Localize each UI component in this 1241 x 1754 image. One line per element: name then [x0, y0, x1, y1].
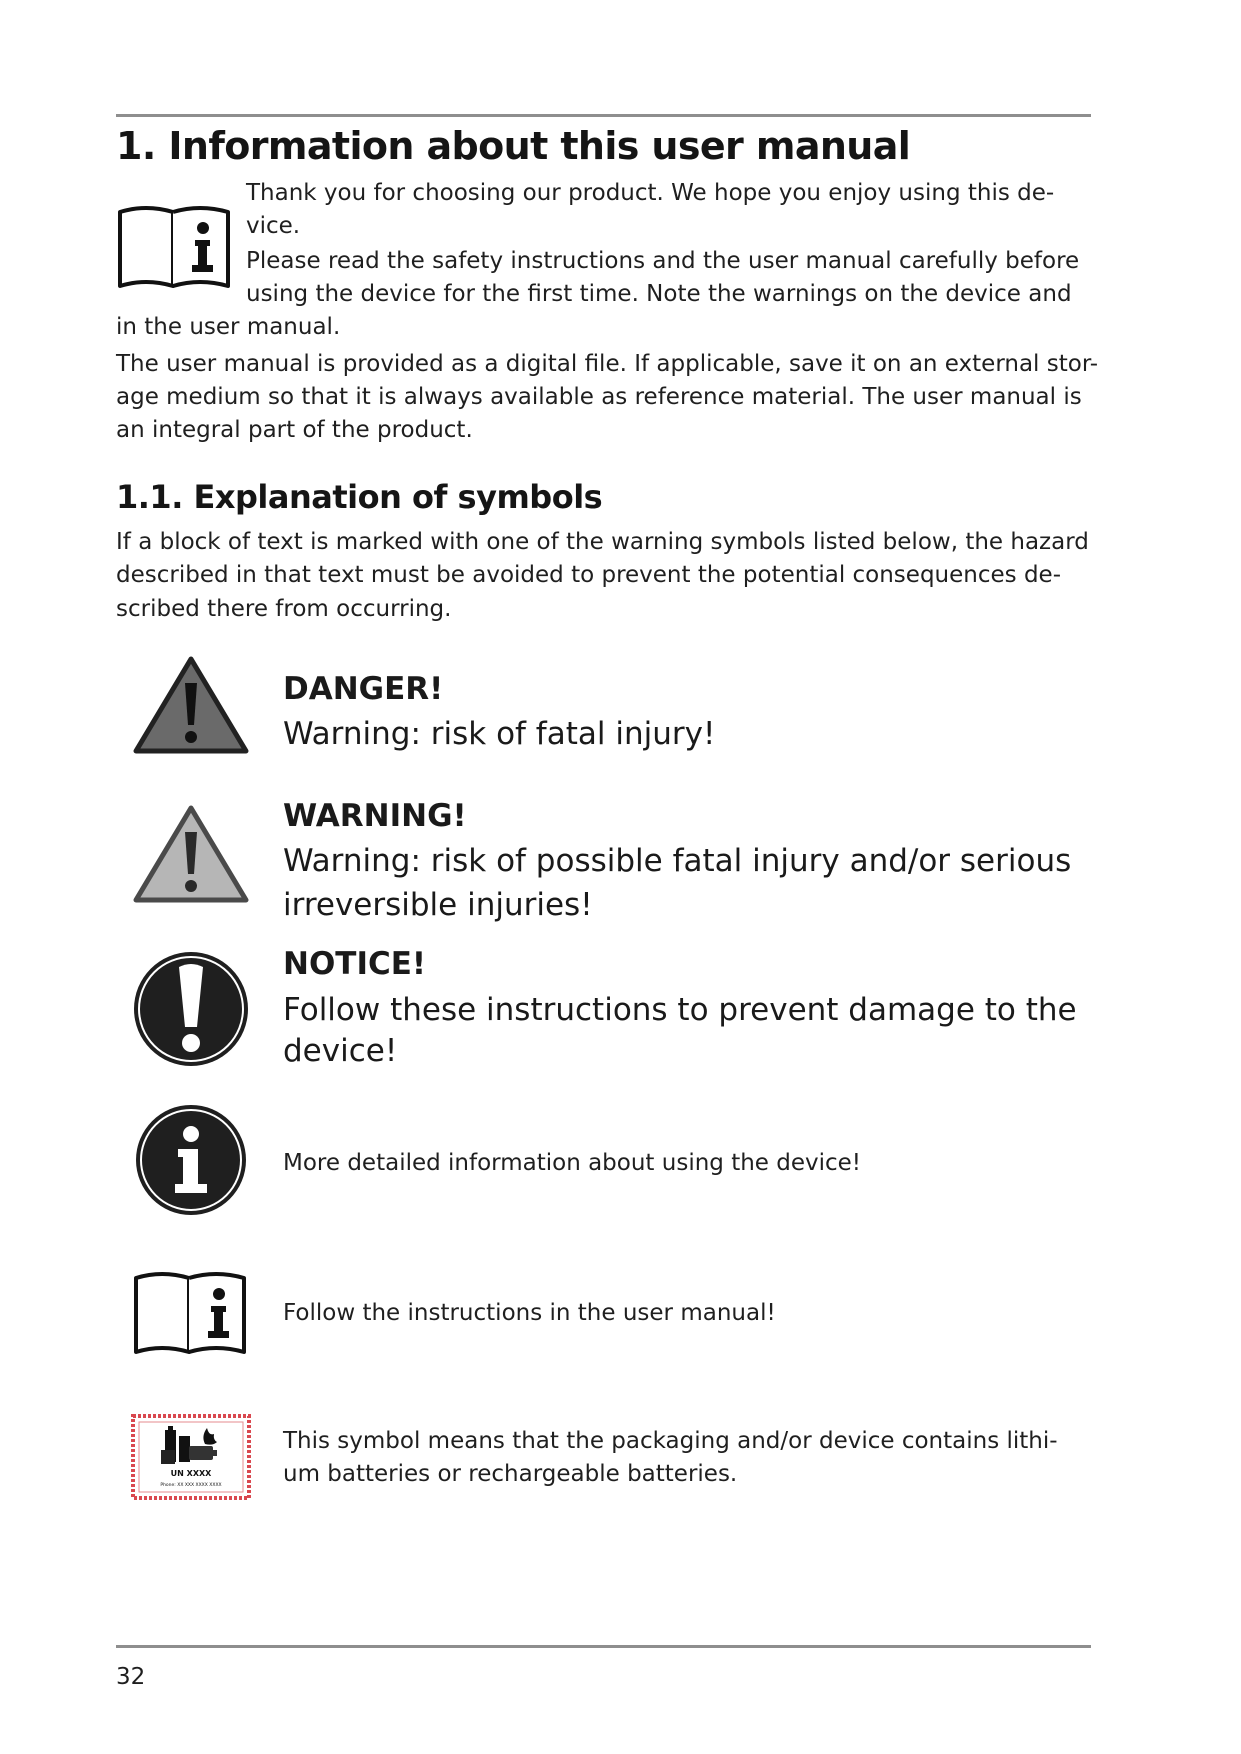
section-number: 1.: [116, 124, 156, 168]
section-paragraph-line: age medium so that it is always available as reference material. The user manual is: [116, 384, 1082, 410]
top-divider: [116, 114, 1091, 117]
section-title: Information about this user manual: [168, 124, 911, 168]
section-intro-line: Please read the safety instructions and the user manual carefully before: [246, 248, 1080, 274]
notice-text: Follow these instructions to prevent damage to the: [283, 992, 1077, 1028]
info-text: More detailed information about using the device!: [283, 1150, 862, 1176]
bottom-divider: [116, 1645, 1091, 1648]
section-intro-line: vice.: [246, 213, 301, 239]
danger-triangle-icon: [132, 655, 250, 755]
manual-text: Follow the instructions in the user manual!: [283, 1300, 776, 1326]
battery-label-un: UN XXXX: [170, 1469, 212, 1478]
warning-text: Warning: risk of possible fatal injury and/or serious: [283, 843, 1072, 879]
warning-text: irreversible injuries!: [283, 887, 593, 923]
page-number: 32: [116, 1664, 146, 1690]
section-intro-line: using the device for the first time. Note the warnings on the device and: [246, 281, 1072, 307]
subsection-intro-line: described in that text must be avoided to prevent the potential consequences de-: [116, 562, 1061, 588]
notice-title: NOTICE!: [283, 946, 427, 982]
danger-text: Warning: risk of fatal injury!: [283, 716, 716, 752]
manual-book-icon: [132, 1268, 250, 1358]
subsection-intro-line: If a block of text is marked with one of the warning symbols listed below, the hazard: [116, 529, 1089, 555]
section-intro-line: in the user manual.: [116, 314, 341, 340]
subsection-title: Explanation of symbols: [193, 478, 603, 516]
battery-text: This symbol means that the packaging and/or device contains lithi-: [283, 1428, 1058, 1454]
section-heading: [116, 124, 910, 168]
section-intro-line: Thank you for choosing our product. We hope you enjoy using this de-: [246, 180, 1055, 206]
subsection-intro-line: scribed there from occurring.: [116, 596, 452, 622]
section-paragraph-line: The user manual is provided as a digital file. If applicable, save it on an external stor-: [116, 351, 1099, 377]
manual-book-icon: [116, 202, 234, 292]
lithium-battery-label-icon: [131, 1414, 251, 1500]
warning-triangle-icon: [132, 804, 250, 904]
subsection-number: 1.1.: [116, 478, 183, 516]
battery-text: um batteries or rechargeable batteries.: [283, 1461, 738, 1487]
notice-text: device!: [283, 1033, 398, 1069]
section-paragraph-line: an integral part of the product.: [116, 417, 473, 443]
battery-label-phone: Phone: XX XXX XXXX XXXX: [160, 1483, 222, 1488]
subsection-heading: [116, 478, 602, 516]
danger-title: DANGER!: [283, 671, 444, 707]
warning-title: WARNING!: [283, 798, 467, 834]
notice-exclamation-circle-icon: [131, 949, 251, 1069]
info-circle-icon: [133, 1102, 249, 1218]
